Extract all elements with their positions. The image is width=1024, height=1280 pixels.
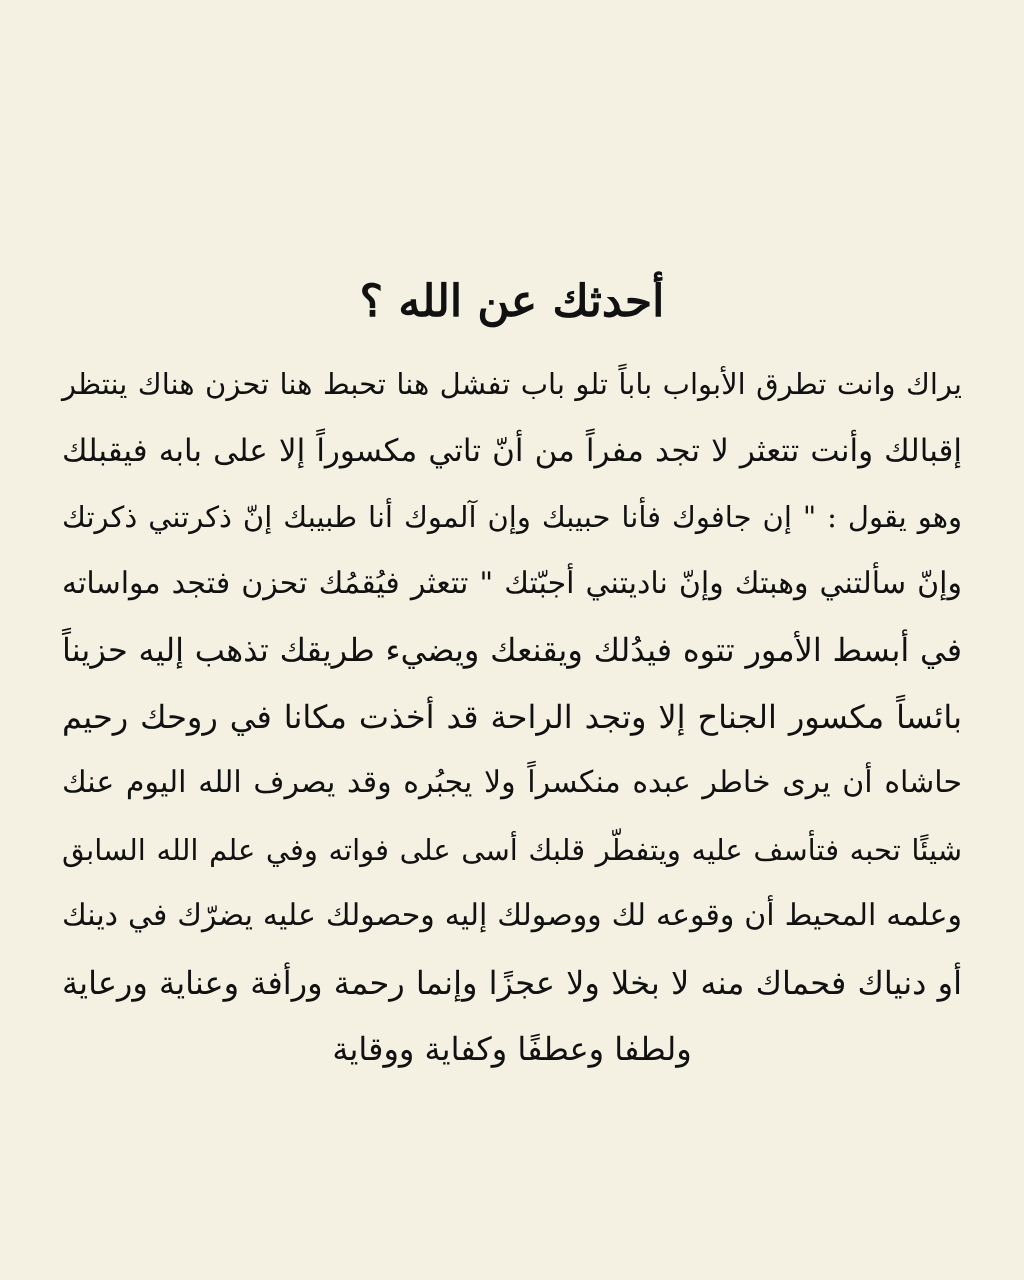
text-line: وعلمه المحيط أن وقوعه لك ووصولك إليه وحصولك عليه يضرّك في دينك bbox=[62, 898, 962, 933]
text-line: شيئًا تحبه فتأسف عليه ويتفطّر قلبك أسى على فواته وفي علم الله السابق bbox=[62, 832, 962, 867]
body-text bbox=[62, 351, 962, 1083]
text-line: ولطفا وعطفًا وكفاية ووقاية bbox=[332, 1030, 692, 1068]
text-line: يراك وانت تطرق الأبواب باباً تلو باب تفشل هنا تحبط هنا تحزن هناك ينتظر bbox=[62, 367, 962, 401]
text-line: وإنّ سألتني وهبتك وإنّ ناديتني أجبّتك " تتعثر فيُقمُك تحزن فتجد مواساته bbox=[62, 565, 962, 601]
text-line: بائساً مكسور الجناح إلا وتجد الراحة قد أخذت مكانا في روحك رحيم bbox=[62, 697, 962, 736]
text-line: إقبالك وأنت تتعثر لا تجد مفراً من أنّ تاتي مكسوراً إلا على بابه فيقبلك bbox=[62, 432, 962, 469]
text-line: في أبسط الأمور تتوه فيدُلك ويقنعك ويضيء طريقك تذهب إليه حزيناً bbox=[62, 631, 962, 669]
text-line: حاشاه أن يرى خاطر عبده منكسراً ولا يجبُره وقد يصرف الله اليوم عنك bbox=[62, 765, 962, 800]
text-line: وهو يقول : " إن جافوك فأنا حبيبك وإن آلموك أنا طبيبك إنّ ذكرتني ذكرتك bbox=[62, 500, 962, 534]
text-line: أو دنياك فحماك منه لا بخلا ولا عجزًا وإنما رحمة ورأفة وعناية ورعاية bbox=[62, 963, 962, 1002]
page-title: أحدثك عن الله ؟ bbox=[359, 276, 665, 327]
